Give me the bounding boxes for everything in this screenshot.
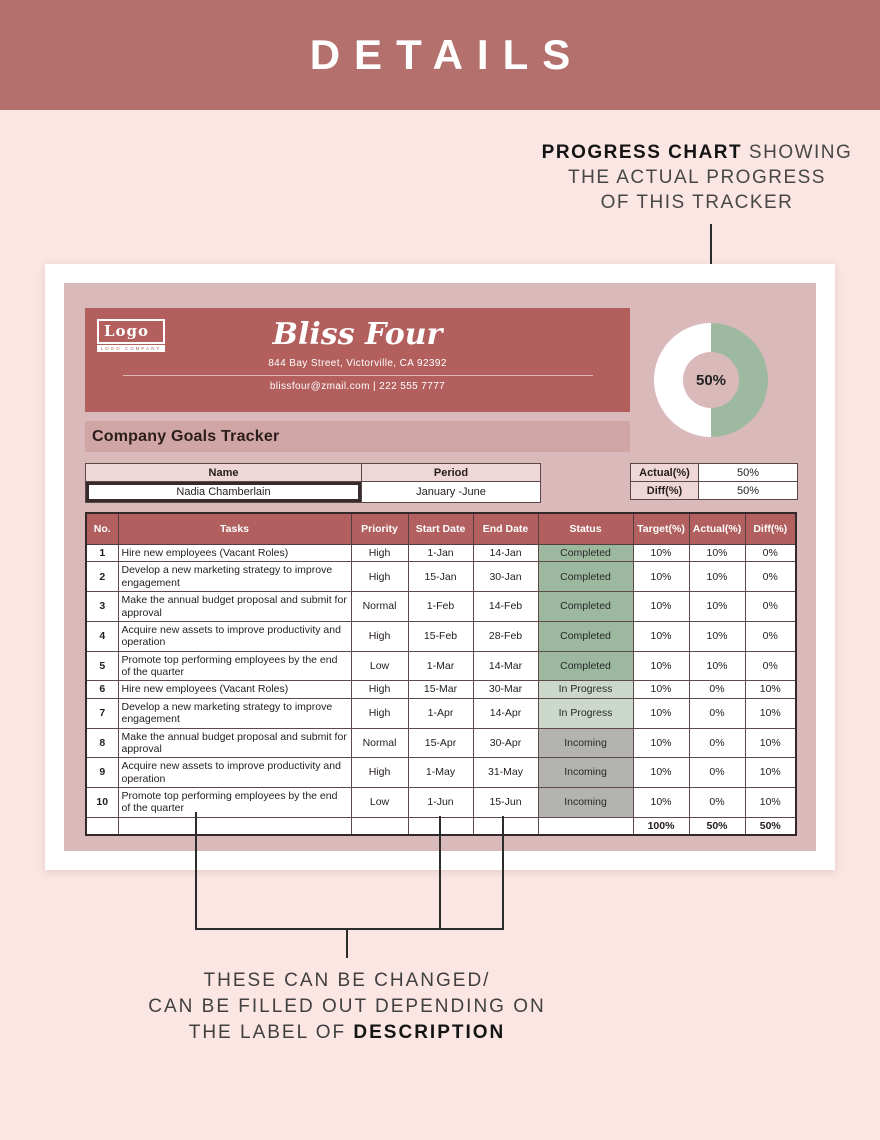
cell-end-date[interactable]: 14-Apr [473,698,538,728]
header-no: No. [86,513,118,545]
header-diff: Diff(%) [745,513,796,545]
cell-target[interactable]: 10% [633,728,689,758]
cell-start-date[interactable]: 15-Feb [408,621,473,651]
cell-diff[interactable]: 10% [745,758,796,788]
actual-value[interactable]: 50% [699,464,798,482]
header-target: Target(%) [633,513,689,545]
page-banner [0,0,880,110]
cell-priority[interactable]: High [351,545,408,562]
logo-text: Logo [97,319,165,344]
cell-no[interactable]: 8 [86,728,118,758]
letterhead [85,308,630,412]
cell-end-date[interactable]: 30-Apr [473,728,538,758]
period-header: Period [362,464,541,482]
cell-status[interactable]: Completed [538,562,633,592]
total-actual: 50% [689,817,745,835]
cell-task[interactable]: Make the annual budget proposal and submit for approval [118,592,351,622]
cell-diff[interactable]: 10% [745,681,796,698]
cell-end-date[interactable]: 30-Jan [473,562,538,592]
cell-task[interactable]: Hire new employees (Vacant Roles) [118,681,351,698]
cell-actual[interactable]: 0% [689,728,745,758]
callout-line-start-date [439,816,441,930]
cell-priority[interactable]: Low [351,651,408,681]
cell-priority[interactable]: High [351,758,408,788]
progress-donut-chart [654,323,768,437]
cell-target[interactable]: 10% [633,788,689,818]
cell-no[interactable]: 9 [86,758,118,788]
template-card [45,264,835,870]
goals-table [85,512,797,836]
cell-priority[interactable]: Normal [351,592,408,622]
diff-label: Diff(%) [631,482,699,500]
cell-status[interactable]: Completed [538,651,633,681]
cell-task[interactable]: Promote top performing employees by the end of the quarter [118,651,351,681]
progress-donut-hole [683,352,739,408]
cell-diff[interactable]: 0% [745,562,796,592]
page-title: DETAILS [309,31,585,78]
cell-target[interactable]: 10% [633,592,689,622]
header-priority: Priority [351,513,408,545]
cell-start-date[interactable]: 1-Jan [408,545,473,562]
cell-start-date[interactable]: 1-Feb [408,592,473,622]
cell-target[interactable]: 10% [633,698,689,728]
table-row [86,621,796,651]
cell-diff[interactable]: 10% [745,788,796,818]
cell-status[interactable]: Incoming [538,758,633,788]
name-period-table [85,463,541,503]
cell-priority[interactable]: High [351,562,408,592]
cell-task[interactable]: Make the annual budget proposal and submit for approval [118,728,351,758]
cell-task[interactable]: Acquire new assets to improve productivity and operation [118,758,351,788]
callout-line-end-date [502,816,504,930]
cell-end-date[interactable]: 28-Feb [473,621,538,651]
cell-target[interactable]: 10% [633,681,689,698]
table-row [86,592,796,622]
sheet-title-bar [85,421,630,452]
cell-start-date[interactable]: 1-Apr [408,698,473,728]
cell-task[interactable]: Develop a new marketing strategy to improve engagement [118,698,351,728]
cell-diff[interactable]: 0% [745,651,796,681]
cell-task[interactable]: Acquire new assets to improve productivity and operation [118,621,351,651]
cell-no[interactable]: 6 [86,681,118,698]
name-value-cell[interactable]: Nadia Chamberlain [86,482,362,503]
table-header-row [86,513,796,545]
cell-no[interactable]: 3 [86,592,118,622]
cell-priority[interactable]: Low [351,788,408,818]
letterhead-divider [123,375,593,376]
cell-status[interactable]: Completed [538,621,633,651]
cell-priority[interactable]: Normal [351,728,408,758]
cell-end-date[interactable]: 14-Jan [473,545,538,562]
company-name: Bliss Four [272,317,443,352]
template-card-inner [64,283,816,851]
cell-diff[interactable]: 0% [745,592,796,622]
editable-fields-annotation: THESE CAN BE CHANGED/ CAN BE FILLED OUT DEPENDING ON THE LABEL OF DESCRIPTION [148,970,546,1043]
cell-target[interactable]: 10% [633,758,689,788]
cell-no[interactable]: 4 [86,621,118,651]
cell-status[interactable]: Incoming [538,728,633,758]
cell-priority[interactable]: High [351,681,408,698]
callout-stem [346,928,348,958]
cell-actual[interactable]: 10% [689,592,745,622]
table-row [86,562,796,592]
goals-table-body [86,545,796,818]
cell-actual[interactable]: 0% [689,758,745,788]
cell-end-date[interactable]: 14-Mar [473,651,538,681]
cell-end-date[interactable]: 14-Feb [473,592,538,622]
table-row [86,545,796,562]
cell-actual[interactable]: 10% [689,562,745,592]
cell-diff[interactable]: 10% [745,698,796,728]
diff-value[interactable]: 50% [699,482,798,500]
annotation-bold-description: DESCRIPTION [353,1022,506,1043]
header-status: Status [538,513,633,545]
table-row [86,758,796,788]
table-row [86,728,796,758]
cell-diff[interactable]: 0% [745,545,796,562]
cell-task[interactable]: Develop a new marketing strategy to improve engagement [118,562,351,592]
annotation-bold: PROGRESS CHART [541,142,743,163]
cell-actual[interactable]: 0% [689,788,745,818]
cell-start-date[interactable]: 15-Mar [408,681,473,698]
header-start-date: Start Date [408,513,473,545]
cell-priority[interactable]: High [351,698,408,728]
cell-end-date[interactable]: 30-Mar [473,681,538,698]
table-row [86,788,796,818]
cell-status[interactable]: Completed [538,592,633,622]
progress-chart-annotation: PROGRESS CHART SHOWING THE ACTUAL PROGRESS OF THIS TRACKER [541,142,853,213]
name-header: Name [86,464,362,482]
cell-no[interactable]: 2 [86,562,118,592]
cell-status[interactable]: Incoming [538,788,633,818]
cell-actual[interactable]: 0% [689,681,745,698]
cell-no[interactable]: 5 [86,651,118,681]
cell-target[interactable]: 10% [633,651,689,681]
cell-no[interactable]: 10 [86,788,118,818]
period-value-cell[interactable]: January -June [362,482,541,503]
total-target: 100% [633,817,689,835]
cell-no[interactable]: 1 [86,545,118,562]
cell-task[interactable]: Hire new employees (Vacant Roles) [118,545,351,562]
callout-connector-horizontal [195,928,504,930]
logo-subtext: LOGO COMPANY [97,345,165,352]
cell-target[interactable]: 10% [633,545,689,562]
cell-target[interactable]: 10% [633,621,689,651]
cell-no[interactable]: 7 [86,698,118,728]
header-end-date: End Date [473,513,538,545]
cell-end-date[interactable]: 31-May [473,758,538,788]
sheet-title: Company Goals Tracker [92,427,280,445]
callout-line-tasks [195,812,197,930]
cell-diff[interactable]: 10% [745,728,796,758]
cell-actual[interactable]: 10% [689,545,745,562]
progress-percent-label: 50% [695,371,727,389]
table-row [86,698,796,728]
cell-actual[interactable]: 10% [689,651,745,681]
company-address: 844 Bay Street, Victorville, CA 92392 [268,358,447,369]
company-contact: blissfour@zmail.com | 222 555 7777 [269,381,446,392]
cell-start-date[interactable]: 15-Jan [408,562,473,592]
cell-start-date[interactable]: 1-Mar [408,651,473,681]
cell-priority[interactable]: High [351,621,408,651]
cell-start-date[interactable]: 15-Apr [408,728,473,758]
cell-end-date[interactable]: 15-Jun [473,788,538,818]
cell-start-date[interactable]: 1-Jun [408,788,473,818]
cell-diff[interactable]: 0% [745,621,796,651]
total-row [86,817,796,835]
total-diff: 50% [745,817,796,835]
header-tasks: Tasks [118,513,351,545]
cell-status[interactable]: In Progress [538,698,633,728]
summary-table [630,463,798,500]
cell-status[interactable]: In Progress [538,681,633,698]
cell-target[interactable]: 10% [633,562,689,592]
cell-start-date[interactable]: 1-May [408,758,473,788]
header-actual: Actual(%) [689,513,745,545]
actual-label: Actual(%) [631,464,699,482]
table-row [86,681,796,698]
company-info [85,318,630,392]
cell-actual[interactable]: 0% [689,698,745,728]
cell-actual[interactable]: 10% [689,621,745,651]
cell-status[interactable]: Completed [538,545,633,562]
table-row [86,651,796,681]
cell-task[interactable]: Promote top performing employees by the end of the quarter [118,788,351,818]
